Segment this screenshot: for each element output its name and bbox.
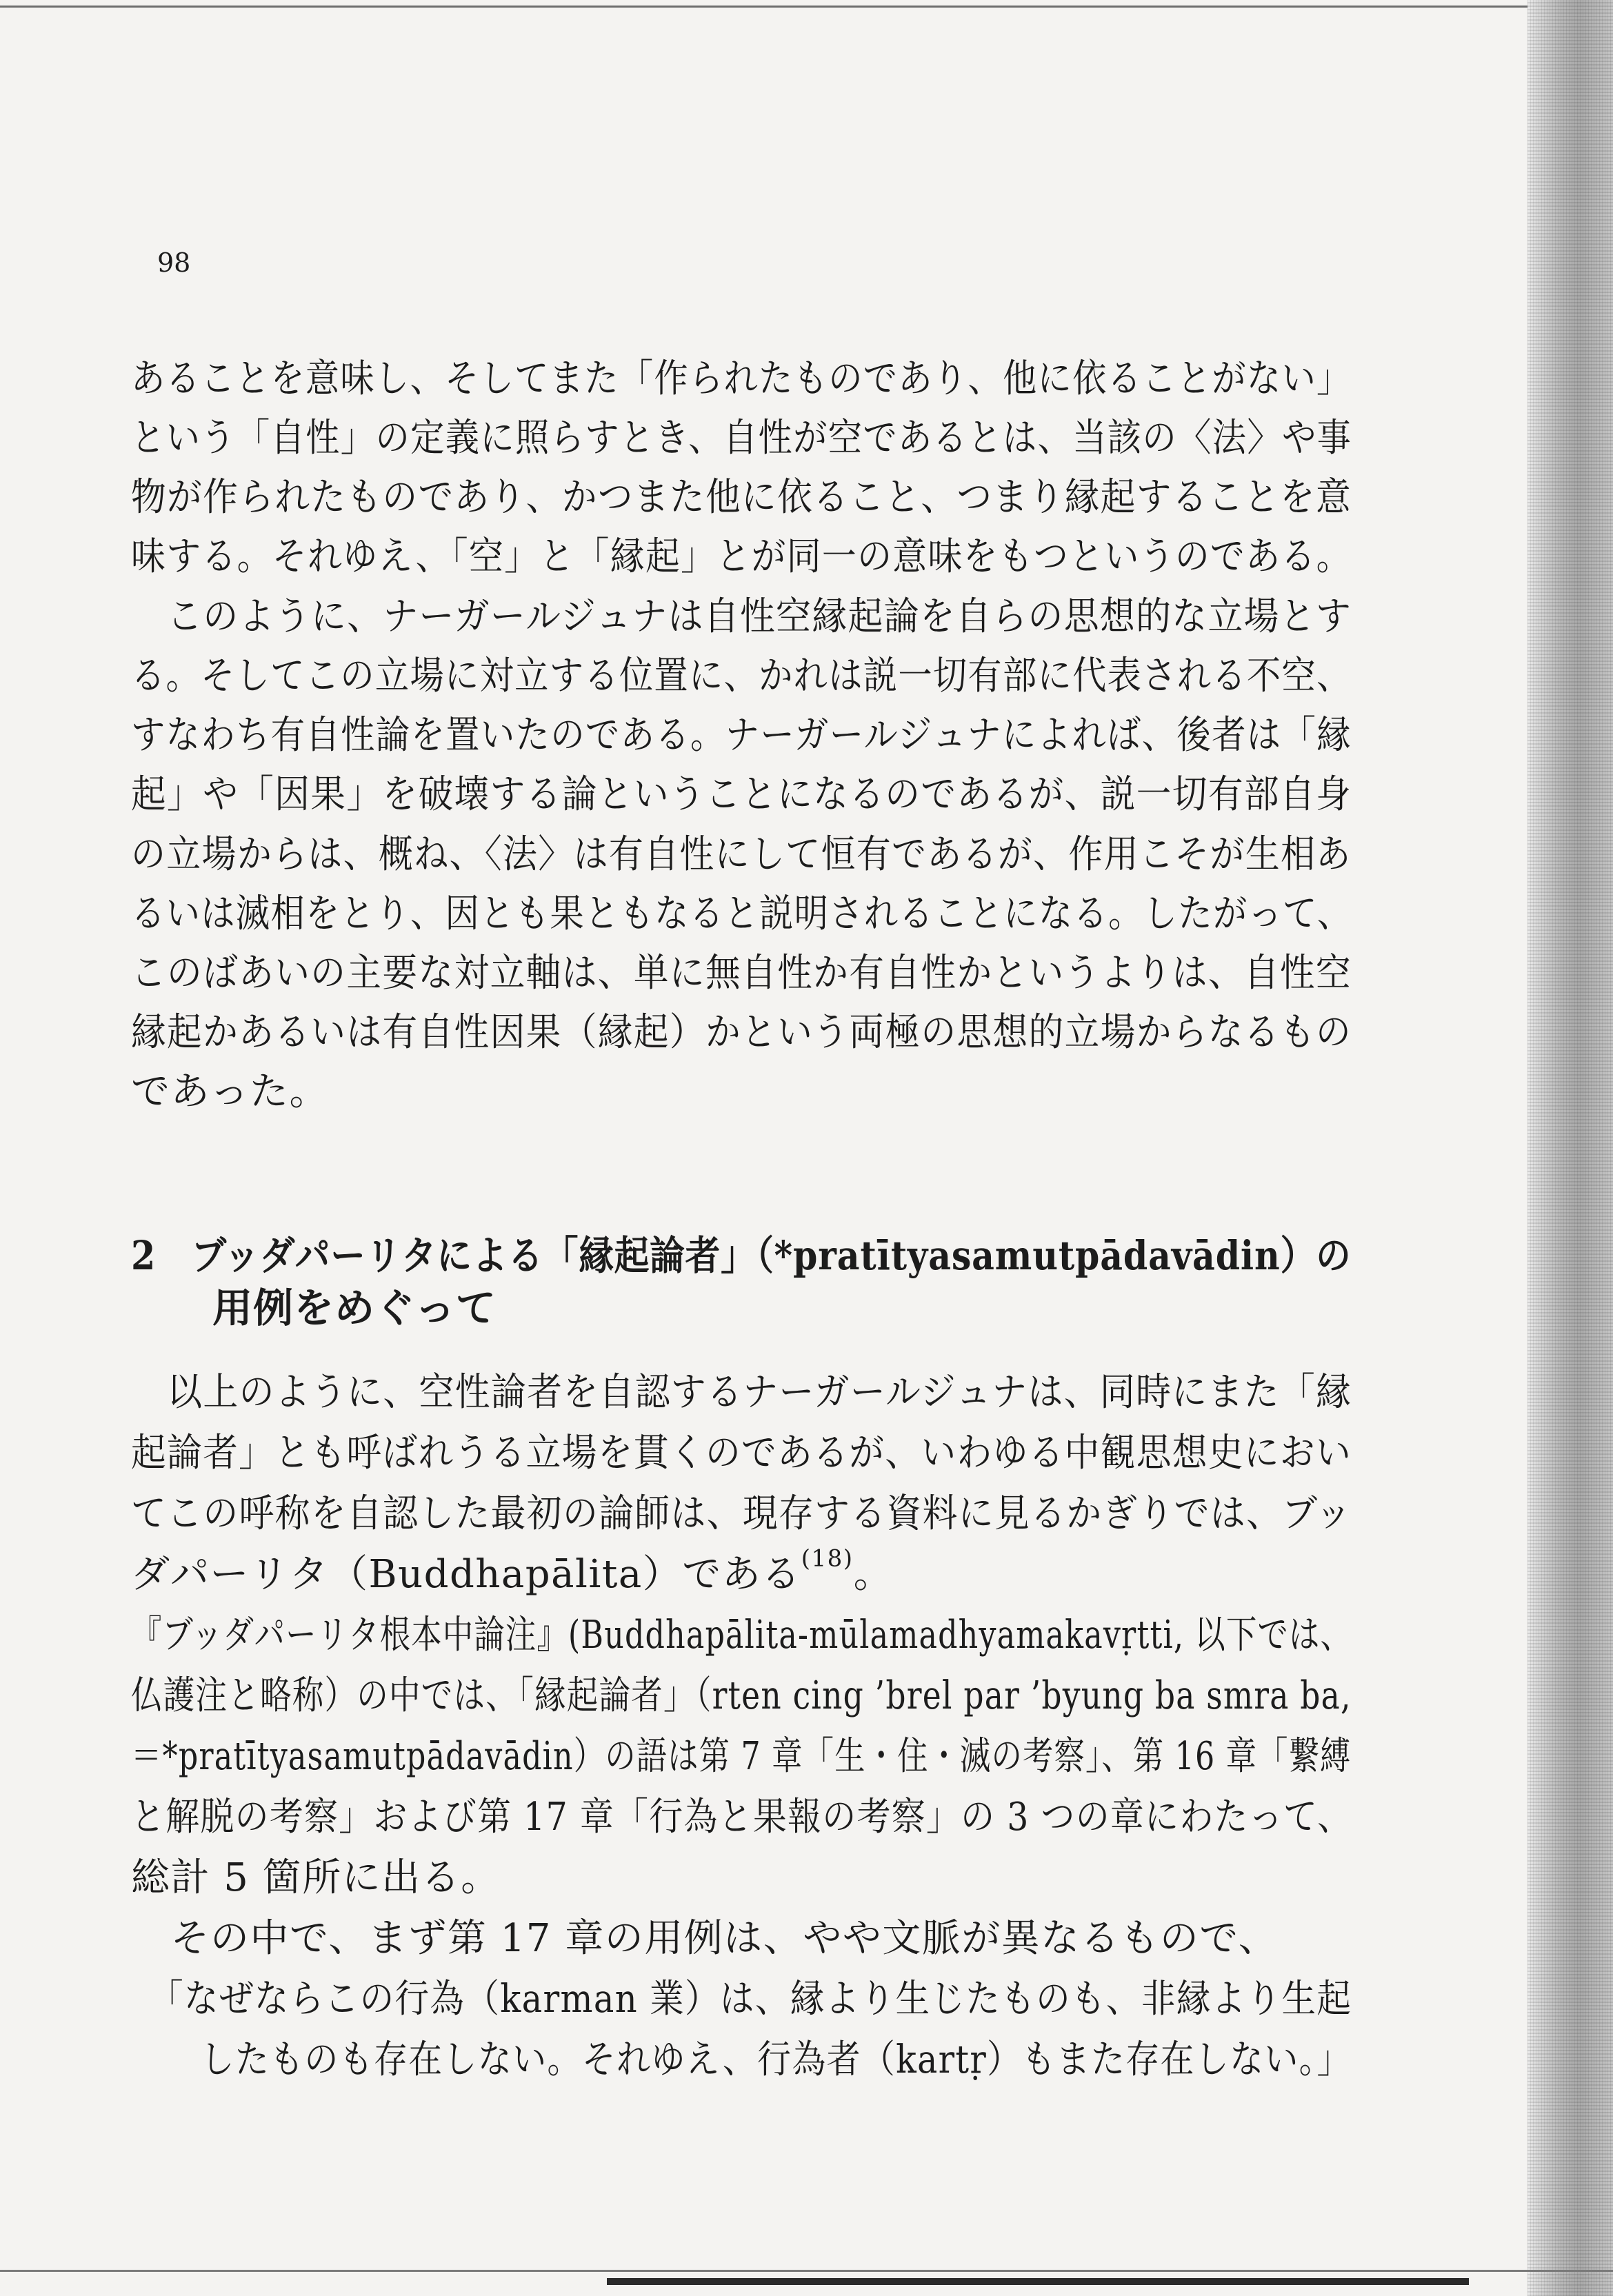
quote-line: 「なぜならこの行為（karman 業）は、縁より生じたものも、非縁より生起 (131, 1977, 1352, 2022)
text-line: 起」や「因果」を破壊する論ということになるのであるが、説一切有部自身 (131, 772, 1352, 817)
text-line-with-footnote (131, 1544, 1352, 1599)
text-line: の立場からは、概ね、〈法〉は有自性にして恒有であるが、作用こそが生相あ (131, 832, 1352, 877)
text-line: 縁起かあるいは有自性因果（縁起）かという両極の思想的立場からなるもの (131, 1010, 1352, 1055)
text-line: このばあいの主要な対立軸は、単に無自性か有自性かというよりは、自性空 (131, 951, 1352, 996)
footnote-ref: (18) (801, 1544, 854, 1573)
text-line: という「自性」の定義に照らすとき、自性が空であるとは、当該の〈法〉や事 (131, 416, 1352, 461)
text-line: ＝*pratītyasamutpādavādin）の語は第 7 章「生・住・滅の考察」、第 16 章「繋縛 (131, 1734, 1352, 1779)
text-line: てこの呼称を自認した最初の論師は、現存する資料に見るかぎりでは、ブッ (131, 1491, 1352, 1536)
text-line: すなわち有自性論を置いたのである。ナーガールジュナによれば、後者は「縁 (131, 713, 1352, 758)
scan-top-edge (0, 6, 1613, 8)
section-heading-cont: 用例をめぐって (131, 1285, 497, 1331)
text-line: 味する。それゆえ、「空」と「縁起」とが同一の意味をもつというのである。 (131, 534, 1352, 579)
text-line: あることを意味し、そしてまた「作られたものであり、他に依ることがない」 (131, 356, 1352, 401)
text-line: 総計 5 箇所に出る。 (131, 1855, 501, 1900)
text-line: であった。 (131, 1069, 329, 1114)
text-line: その中で、まず第 17 章の用例は、やや文脈が異なるもので、 (131, 1916, 1279, 1961)
text-line: 物が作られたものであり、かつまた他に依ること、つまり縁起することを意 (131, 475, 1352, 520)
section-heading: 2 ブッダパーリタによる「縁起論者」（*pratītyasamutpādavādin）の (131, 1232, 1352, 1279)
text-line: 以上のように、空性論者を自認するナーガールジュナは、同時にまた「縁 (131, 1370, 1352, 1415)
text-line: 仏護注と略称）の中では、「縁起論者」（rten cing ’brel par ’byung ba smra ba, (131, 1673, 1352, 1718)
text-line: 起論者」とも呼ばれうる立場を貫くのであるが、いわゆる中観思想史におい (131, 1431, 1352, 1476)
text-line: 『ブッダパーリタ根本中論注』(Buddhapālita-mūlamadhyamakavṛtti, 以下では、 (131, 1613, 1352, 1658)
text-line: と解脱の考察」および第 17 章「行為と果報の考察」の 3 つの章にわたって、 (131, 1795, 1352, 1840)
text-line-content: ダパーリタ（Buddhapālita）である (131, 1552, 801, 1597)
scan-bottom-band (607, 2278, 1469, 2285)
text-line: る。そしてこの立場に対立する位置に、かれは説一切有部に代表される不空、 (131, 654, 1352, 698)
sentence-end: 。 (853, 1552, 894, 1597)
text-line: このように、ナーガールジュナは自性空縁起論を自らの思想的な立場とす (131, 594, 1352, 639)
page-number: 98 (157, 248, 191, 278)
text-line: るいは滅相をとり、因とも果ともなると説明されることになる。したがって、 (131, 892, 1352, 936)
scan-bottom-edge (0, 2270, 1613, 2272)
book-binding-edge (1527, 0, 1613, 2296)
quote-line: したものも存在しない。それゆえ、行為者（kartṛ）もまた存在しない。」 (131, 2037, 1352, 2082)
